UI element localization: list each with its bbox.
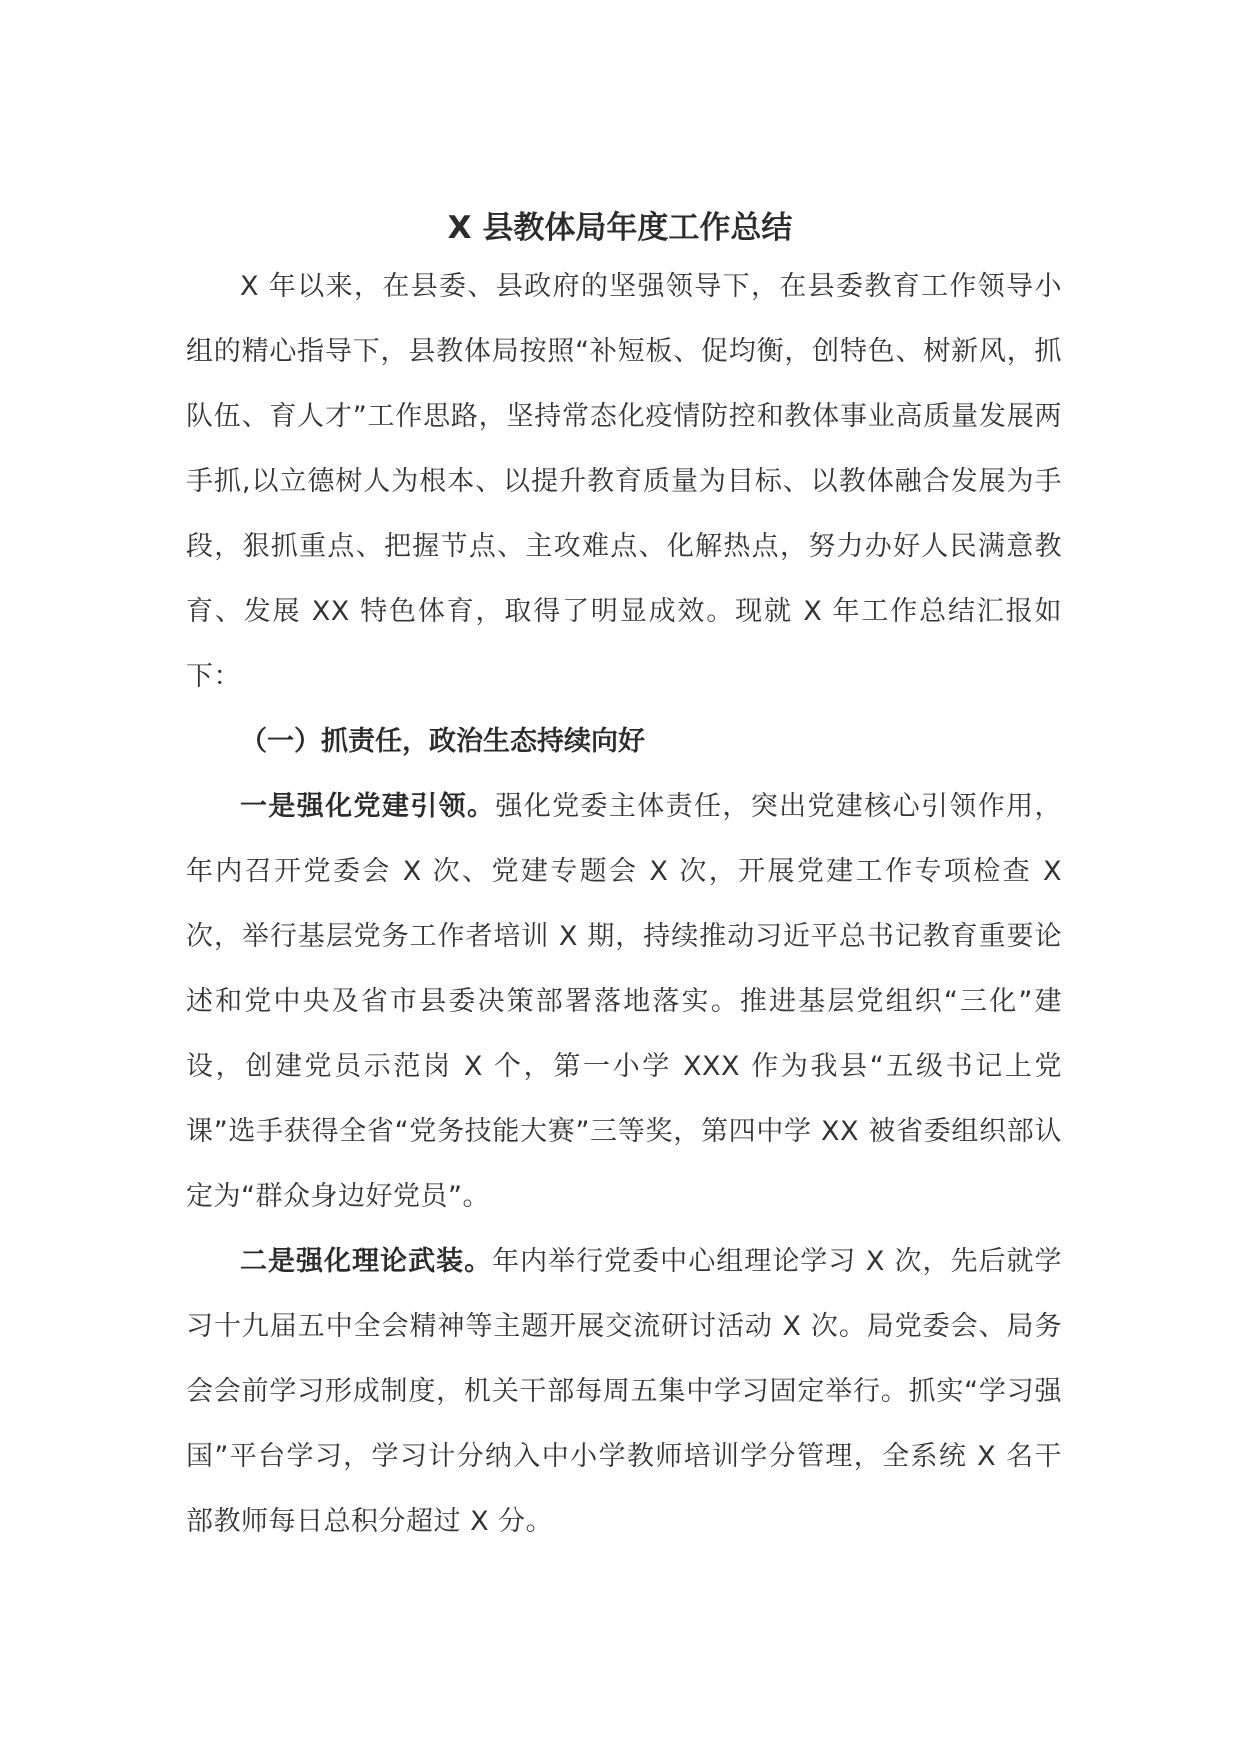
section-item-theory-study bbox=[186, 1229, 1062, 1554]
document-title: X 县教体局年度工作总结 bbox=[447, 210, 793, 246]
section-heading: （一）抓责任，政治生态持续向好 bbox=[240, 726, 645, 757]
section-item-party-building bbox=[186, 774, 1062, 1229]
item-text: 强化党委主体责任，突出党建核心引领作用，年内召开党委会 X 次、党建专题会 X 次，开展党建工作专项检查 X 次，举行基层党务工作者培训 X 期，持续推动习近平总书记教育重要论述和党中央及省市县委决策部署落地落实。推进基层党组织“三化”建设，创建党员示范岗 X 个，第一小学 XXX 作为我县“五级书记上党课”选手获得全省“党务技能大赛”三等奖，第四中学 XX 被省委组织部认定为“群众身边好党员”。 bbox=[186, 791, 1062, 1212]
item-lead: 二是强化理论武装。 bbox=[240, 1246, 493, 1277]
item-text: 年内举行党委中心组理论学习 X 次，先后就学习十九届五中全会精神等主题开展交流研讨活动 X 次。局党委会、局务会会前学习形成制度，机关干部每周五集中学习固定举行。抓实“学习强国”平台学习，学习计分纳入中小学教师培训学分管理，全系统 X 名干部教师每日总积分超过 X 分。 bbox=[186, 1246, 1062, 1537]
intro-paragraph: X 年以来，在县委、县政府的坚强领导下，在县委教育工作领导小组的精心指导下，县教体局按照“补短板、促均衡，创特色、树新风，抓队伍、育人才”工作思路，坚持常态化疫情防控和教体事业高质量发展两手抓,以立德树人为根本、以提升教育质量为目标、以教体融合发展为手段，狠抓重点、把握节点、主攻难点、化解热点，努力办好人民满意教育、发展 XX 特色体育，取得了明显成效。现就 X 年工作总结汇报如下： bbox=[186, 271, 1062, 692]
item-lead: 一是强化党建引领。 bbox=[240, 791, 496, 822]
document-body bbox=[186, 254, 1062, 1554]
